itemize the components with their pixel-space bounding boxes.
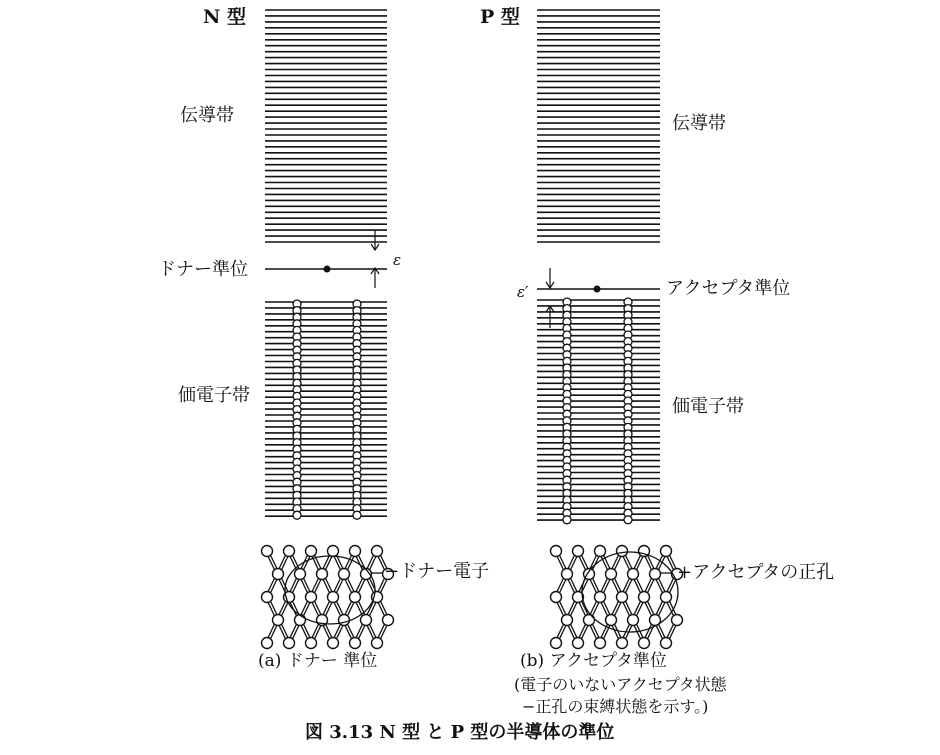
- atom-circle: [584, 615, 595, 626]
- hole-circle: [624, 516, 632, 524]
- p-gap-arrow-down: [546, 268, 554, 288]
- n-hole-column-right: [353, 300, 361, 519]
- n-conduction-band-label: 伝導帯: [180, 105, 234, 126]
- atom-circle: [661, 546, 672, 557]
- atom-circle: [551, 638, 562, 649]
- p-crystal-lattice: [551, 546, 683, 649]
- atom-circle: [328, 638, 339, 649]
- n-type-title: N 型: [203, 6, 246, 28]
- donor-electron-dot: [324, 266, 331, 273]
- atom-circle: [262, 546, 273, 557]
- figure-caption: 図 3.13 N 型 と P 型の半導体の準位: [305, 722, 615, 743]
- donor-electron-label: −ドナー電子: [384, 561, 490, 582]
- atom-circle: [573, 638, 584, 649]
- atom-circle: [350, 546, 361, 557]
- atom-circle: [273, 569, 284, 580]
- atom-circle: [306, 592, 317, 603]
- atom-circle: [661, 638, 672, 649]
- atom-circle: [372, 638, 383, 649]
- caption-b-note-1: (電子のいないアクセプタ状態: [514, 675, 727, 694]
- hole-circle: [293, 511, 301, 519]
- atom-circle: [562, 615, 573, 626]
- atom-circle: [617, 638, 628, 649]
- atom-circle: [562, 569, 573, 580]
- acceptor-electron-dot: [594, 286, 601, 293]
- atom-circle: [284, 638, 295, 649]
- atom-circle: [350, 592, 361, 603]
- n-valence-band-label: 価電子帯: [178, 385, 250, 406]
- atom-circle: [339, 569, 350, 580]
- atom-circle: [617, 592, 628, 603]
- atom-circle: [273, 615, 284, 626]
- atom-circle: [306, 638, 317, 649]
- atom-circle: [639, 638, 650, 649]
- atom-circle: [672, 615, 683, 626]
- donor-level-label: ドナー準位: [158, 259, 248, 280]
- n-gap-arrow-down: [371, 230, 379, 250]
- atom-circle: [628, 615, 639, 626]
- atom-circle: [361, 615, 372, 626]
- atom-circle: [617, 546, 628, 557]
- acceptor-level-label: アクセプタ準位: [666, 278, 791, 299]
- atom-circle: [317, 569, 328, 580]
- atom-circle: [650, 569, 661, 580]
- p-gap-symbol: ε′: [517, 283, 529, 301]
- n-conduction-band-lines: [265, 10, 387, 242]
- atom-circle: [606, 569, 617, 580]
- atom-circle: [383, 615, 394, 626]
- impurity-orbit-ellipse: [285, 556, 375, 624]
- caption-a: (a) ドナー 準位: [258, 651, 378, 671]
- n-crystal-lattice: [262, 546, 394, 649]
- n-hole-column-left: [293, 300, 301, 519]
- caption-b: (b) アクセプタ準位: [520, 651, 667, 671]
- atom-circle: [295, 569, 306, 580]
- atom-circle: [661, 592, 672, 603]
- p-valence-band-lines: [537, 300, 660, 520]
- p-hole-column-right: [624, 298, 632, 524]
- p-conduction-band-label: 伝導帯: [672, 113, 726, 134]
- hole-circle: [563, 516, 571, 524]
- atom-circle: [328, 546, 339, 557]
- atom-circle: [551, 546, 562, 557]
- atom-circle: [639, 592, 650, 603]
- atom-circle: [262, 638, 273, 649]
- hole-circle: [353, 511, 361, 519]
- atom-circle: [628, 569, 639, 580]
- n-valence-band-lines: [265, 302, 387, 516]
- atom-circle: [284, 546, 295, 557]
- n-gap-arrow-up: [371, 268, 379, 288]
- atom-circle: [328, 592, 339, 603]
- caption-b-note-2: −正孔の束縛状態を示す。): [522, 697, 709, 716]
- atom-circle: [595, 546, 606, 557]
- p-type-title: P 型: [480, 6, 520, 28]
- p-hole-column-left: [563, 298, 571, 524]
- atom-circle: [595, 638, 606, 649]
- atom-circle: [573, 546, 584, 557]
- n-gap-symbol: ε: [393, 251, 402, 269]
- atom-circle: [262, 592, 273, 603]
- acceptor-hole-label: +アクセプタの正孔: [677, 562, 835, 583]
- p-valence-band-label: 価電子帯: [672, 396, 744, 417]
- atom-circle: [306, 546, 317, 557]
- p-conduction-band-lines: [537, 10, 660, 242]
- atom-circle: [551, 592, 562, 603]
- atom-circle: [595, 592, 606, 603]
- atom-circle: [295, 615, 306, 626]
- atom-circle: [372, 546, 383, 557]
- atom-circle: [350, 638, 361, 649]
- atom-circle: [606, 615, 617, 626]
